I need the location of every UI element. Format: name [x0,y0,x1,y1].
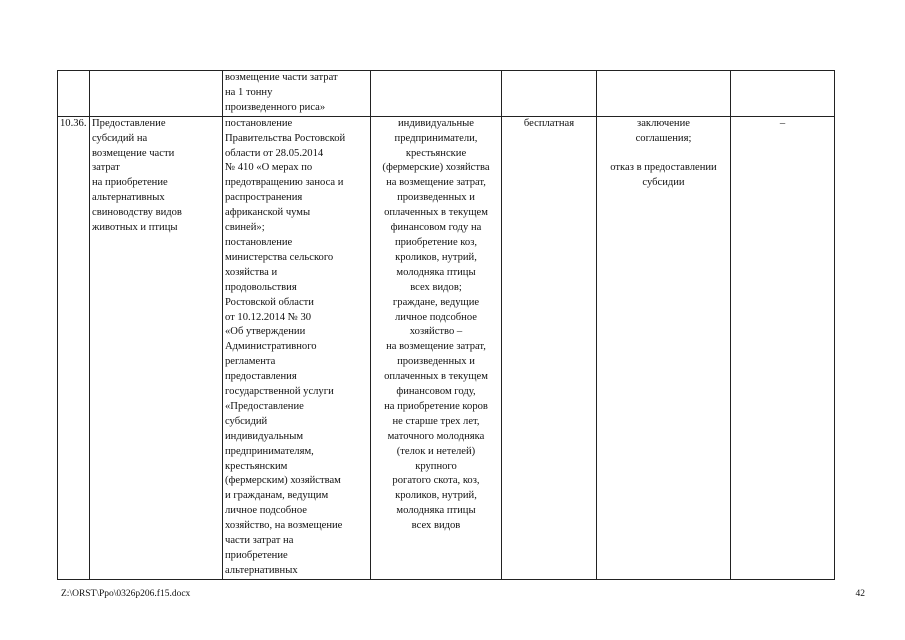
cost-text: бесплатная [523,117,575,129]
footer-file-path: Z:\ORST\Ppo\0326p206.f15.docx [61,589,191,599]
cell-recipients [371,116,502,579]
cell-recipients-empty [371,71,502,117]
cell-result-empty [597,71,731,117]
cell-legal-basis-continuation [223,71,371,117]
legal-basis-text: постановление Правительства Ростовской области от 28.05.2014 № 410 «О мерах по предотвращению заноса и распространения африканской чумы свиней»; постановление министерства сельского хозяйства и продовольствия Ростовской области от 10.12.2014 № 30 «Об утверждении Административного регламента предоставления государственной услуги «Предоставление субсидий индивидуальным предпринимателям, крестьянским (фермерским) хозяйствам и гражданам, ведущим личное подсобное хозяйство, на возмещение части затрат на приобретение альтернативных [225,117,346,576]
legal-basis-continuation-text: возмещение части затрат на 1 тонну произведенного риса» [225,72,338,113]
cell-number [58,116,90,579]
cell-service-empty [90,71,223,117]
table-row-continuation [58,71,835,117]
result-text: заключение соглашения; отказ в предоставлении субсидии [610,117,717,189]
service-name: Предоставление субсидий на возмещение части затрат на приобретение альтернативных свиноводству видов животных и птицы [92,117,182,234]
cell-result [597,116,731,579]
cell-service [90,116,223,579]
footer-page-number: 42 [855,589,865,599]
row-number: 10.36. [60,117,87,129]
recipients-text: индивидуальные предприниматели, крестьянские (фермерские) хозяйства на возмещение затрат, произведенных и оплаченных в текущем финансовом году на приобретение коз, кроликов, нутрий, молодняка птицы всех видов; граждане, ведущие личное подсобное хозяйство – на возмещение затрат, произведенных и оплаченных в текущем финансовом году, на приобретение коров не старше трех лет, маточного молодняка (телок и нетелей) крупного рогатого скота, коз, кроликов, нутрий, молодняка птицы всех видов [382,117,490,532]
cell-cost-empty [502,71,597,117]
cell-number-empty [58,71,90,117]
cell-cost [502,116,597,579]
cell-note [731,116,835,579]
note-text: – [779,117,786,129]
cell-note-empty [731,71,835,117]
table-row-10-36 [58,116,835,579]
cell-legal-basis [223,116,371,579]
services-table [57,70,835,580]
